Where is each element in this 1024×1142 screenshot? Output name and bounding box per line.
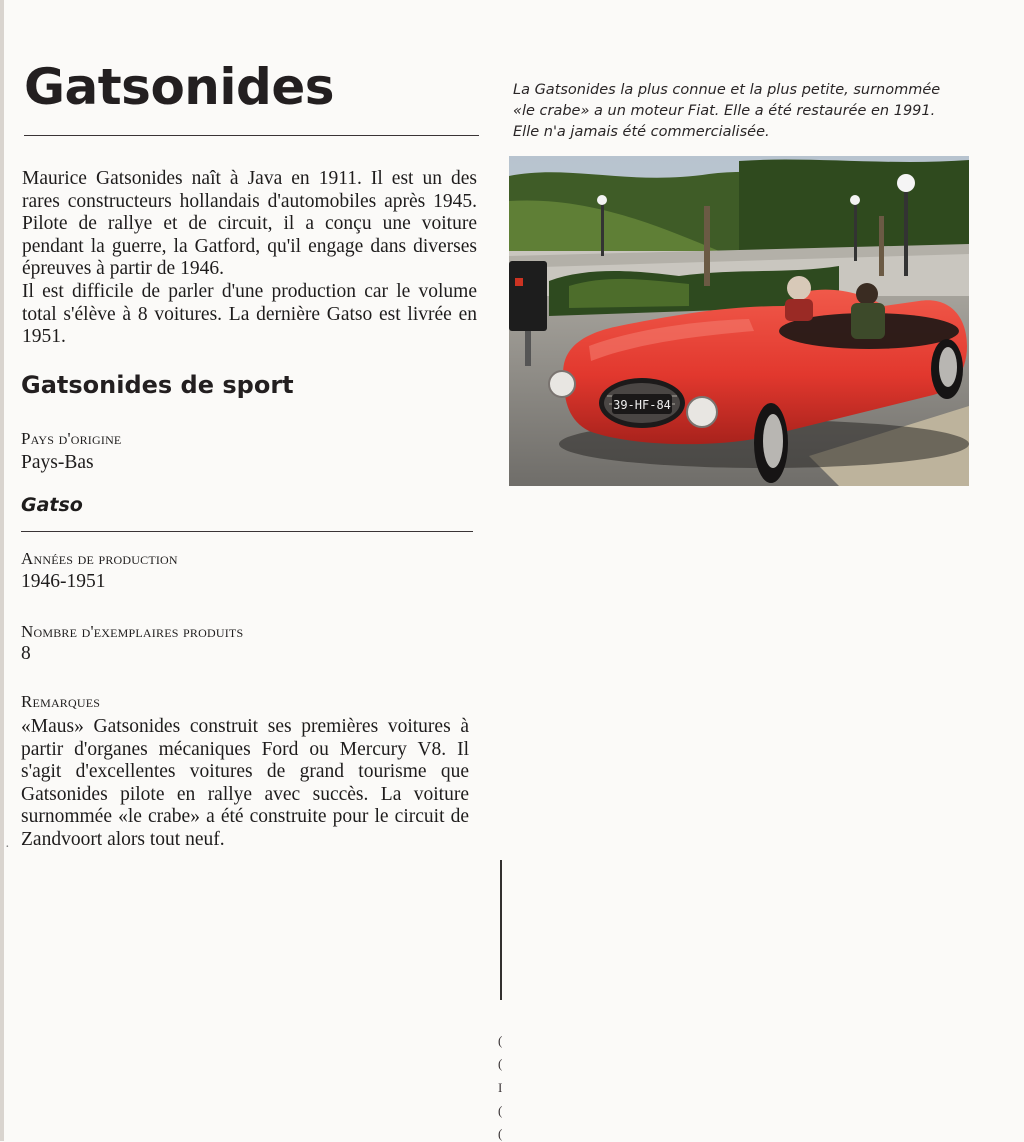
bleed-text: ( xyxy=(498,1033,503,1048)
red-gatso-roadster-photo-icon xyxy=(509,156,969,486)
country-value: Pays-Bas xyxy=(21,452,94,473)
license-plate: 39-HF-84 xyxy=(613,398,671,412)
title-rule xyxy=(24,135,479,136)
gutter-line xyxy=(500,860,502,1000)
car-photo xyxy=(509,156,969,486)
bleed-text: I xyxy=(498,1080,503,1095)
model-rule xyxy=(21,531,473,532)
units-value: 8 xyxy=(21,643,31,664)
years-value: 1946-1951 xyxy=(21,571,106,592)
intro-text xyxy=(22,168,477,349)
page-edge xyxy=(0,0,4,1141)
section-title: Gatsonides de sport xyxy=(21,371,294,399)
intro-paragraph: Il est difficile de parler d'une production car le volume total s'élève à 8 voitures. La dernière Gatso est livrée en 1951. xyxy=(22,280,477,348)
bleed-text: ( xyxy=(498,1126,503,1141)
country-label: Pays d'origine xyxy=(21,429,122,448)
model-title: Gatso xyxy=(21,494,83,516)
remarks-text: «Maus» Gatsonides construit ses premières voitures à partir d'organes mécaniques Ford ou Mercury V8. Il s'agit d'excellentes voitures de grand tourisme que Gatsonides pilote en rallye avec succès. La voiture surnommée «le crabe» a été construite pour le circuit de Zandvoort alors tout neuf. xyxy=(21,716,469,850)
bleed-text: ( xyxy=(498,1103,503,1118)
intro-paragraph: Maurice Gatsonides naît à Java en 1911. Il est un des rares constructeurs hollandais d'automobiles après 1945. Pilote de rallye et de circuit, il a conçu une voiture pendant la guerre, la Gatford, qu'il engage dans diverses épreuves à partir de 1946. xyxy=(22,168,477,280)
page-title: Gatsonides xyxy=(24,58,334,116)
remarks-label: Remarques xyxy=(21,692,101,711)
units-label: Nombre d'exemplaires produits xyxy=(21,622,244,641)
years-label: Années de production xyxy=(21,549,178,568)
bleed-text: ( xyxy=(498,1056,503,1071)
photo-caption: La Gatsonides la plus connue et la plus petite, surnommée «le crabe» a un moteur Fiat. Elle a été restaurée en 1991. Elle n'a jamais été commercialisée. xyxy=(513,82,941,140)
print-mark: · xyxy=(5,840,10,855)
